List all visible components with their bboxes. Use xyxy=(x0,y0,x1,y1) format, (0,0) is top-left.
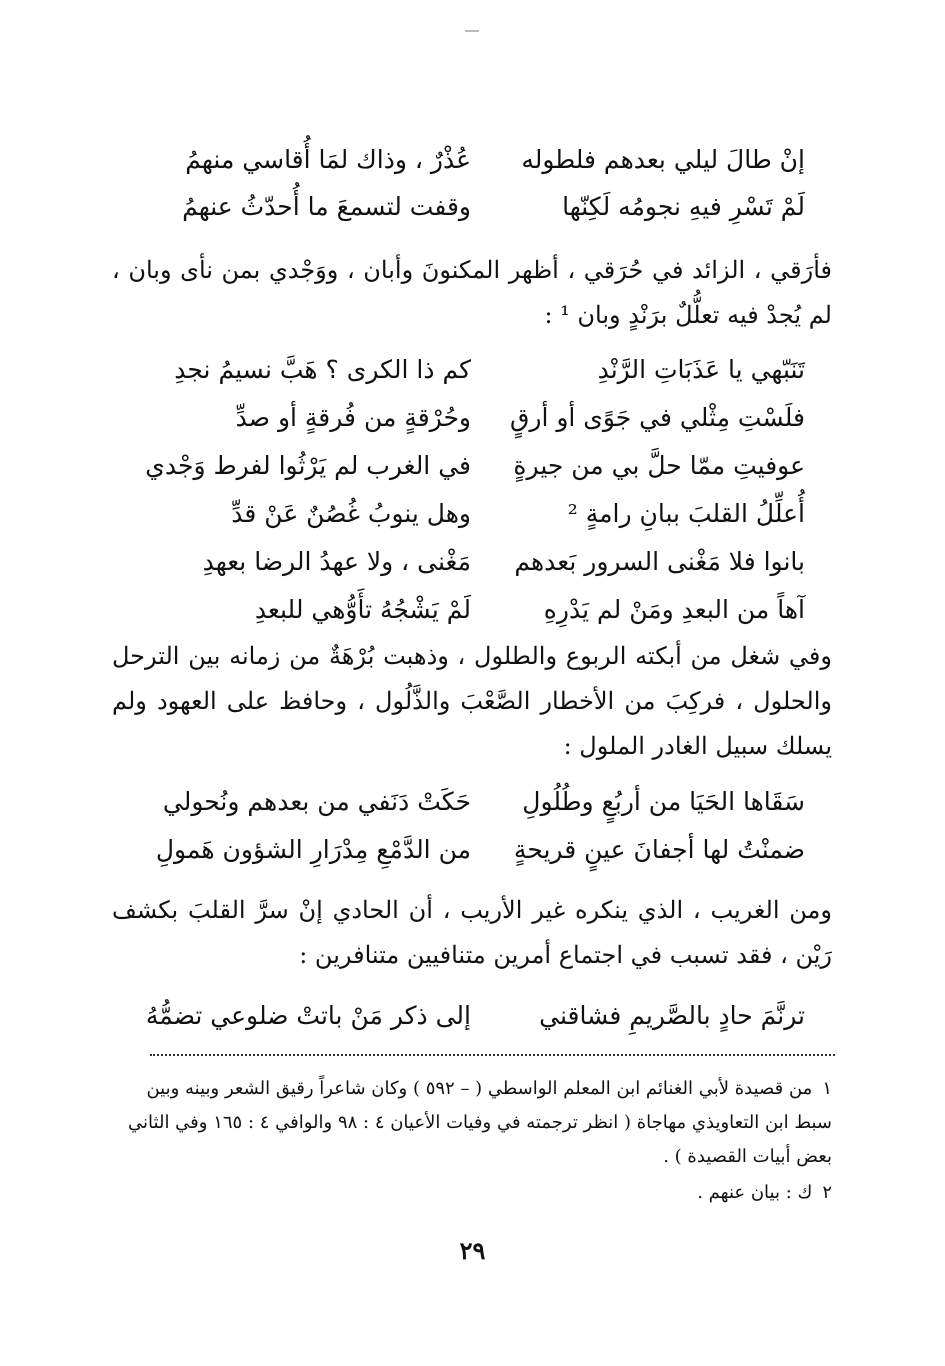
verse-line xyxy=(137,140,805,180)
verse-second-hemistich: حَكَتْ دَنَفي من بعدهم ونُحولي xyxy=(162,787,471,816)
verse-line xyxy=(137,446,805,486)
footnote xyxy=(112,1072,832,1174)
verse-first-hemistich: إنْ طالَ ليلي بعدهم فلطوله xyxy=(521,145,805,174)
verse-first-hemistich: لَمْ تَسْرِ فيهِ نجومُه لَكِنّها xyxy=(562,192,805,221)
verse-first-hemistich: بانوا فلا مَغْنى السرور بَعدهم xyxy=(514,547,805,576)
verse-first-hemistich: ترنَّمَ حادٍ بالصَّريمِ فشاقني xyxy=(539,1001,805,1030)
verse-first-hemistich: ضمنْتُ لها أجفانَ عينٍ قريحةٍ xyxy=(513,835,805,864)
verse-first-hemistich: أُعلِّلُ القلبَ ببانِ رامةٍ ² xyxy=(567,499,805,528)
verse-line xyxy=(137,542,805,582)
prose-paragraph: فأرَقي ، الزائد في حُرَقي ، أظهر المكنونَ وأبان ، ووَجْدي بمن نأى وبان ، لم يُجدْ فيه تعلُّلٌ برَنْدٍ وبان ¹ : xyxy=(112,256,832,329)
footnote-text: من قصيدة لأبي الغنائم ابن المعلم الواسطي ( – ٥٩٢ ) وكان شاعراً رقيق الشعر وبينه وبين سبط ابن التعاويذي مهاجاة ( انظر ترجمته في وفيات الأعيان ٤ : ٩٨ والوافي ٤ : ١٦٥ وفي الثاني بعض أبيات القصيدة ) . xyxy=(128,1078,832,1167)
footnote-number: ١ xyxy=(822,1078,832,1099)
verse-first-hemistich: سَقَاها الحَيَا من أربُعٍ وطُلُولِ xyxy=(522,787,805,816)
verse-first-hemistich: فلَسْتِ مِثْلي في جَوًى أو أرقٍ xyxy=(509,403,805,432)
footnote-number: ٢ xyxy=(822,1182,832,1203)
verse-second-hemistich: وحُرْقةٍ من فُرقةٍ أو صدِّ xyxy=(235,403,471,432)
verse-line xyxy=(137,187,805,227)
verse-second-hemistich: في الغرب لم يَرْثُوا لفرط وَجْدي xyxy=(145,451,471,480)
verse-second-hemistich: عُذْرٌ ، وذاك لمَا أُقاسي منهمُ xyxy=(185,145,471,174)
verse-second-hemistich: كم ذا الكرى ؟ هَبَّ نسيمُ نجدِ xyxy=(174,355,471,384)
verse-line xyxy=(137,996,805,1036)
verse-line xyxy=(137,494,805,534)
page-top-mark xyxy=(465,30,479,32)
verse-second-hemistich: من الدَّمْعِ مِدْرَارِ الشؤون هَمولِ xyxy=(155,835,471,864)
verse-second-hemistich: وهل ينوبُ غُصُنٌ عَنْ قدِّ xyxy=(231,499,471,528)
verse-second-hemistich: مَغْنى ، ولا عهدُ الرضا بعهدِ xyxy=(202,547,471,576)
verse-line xyxy=(137,830,805,870)
page-number: ٢٩ xyxy=(459,1236,486,1265)
verse-first-hemistich: آهاً من البعدِ ومَنْ لم يَدْرِهِ xyxy=(543,595,805,624)
prose-paragraph: وفي شغل من أبكته الربوع والطلول ، وذهبت بُرْهَةٌ من زمانه بين الترحل والحلول ، فركِبَ من الأخطار الصَّعْبَ والذَّلُول ، وحافظ على العهود ولم يسلك سبيل الغادر الملول : xyxy=(112,642,832,760)
footnote-text: ك : بيان عنهم . xyxy=(697,1182,813,1203)
verse-line xyxy=(137,350,805,390)
verse-second-hemistich: وقفت لتسمعَ ما أُحدّثُ عنهمُ xyxy=(182,192,471,221)
verse-second-hemistich: لَمْ يَشْجُهُ تأَوُّهي للبعدِ xyxy=(254,595,471,624)
verse-first-hemistich: تَنَبّهي يا عَذَبَاتِ الرَّنْدِ xyxy=(597,355,805,384)
prose-paragraph: ومن الغريب ، الذي ينكره غير الأريب ، أن الحادي إنْ سرَّ القلبَ بكشف رَيْن ، فقد تسبب في اجتماع أمرين متنافيين متنافرين : xyxy=(112,896,832,969)
verse-line xyxy=(137,590,805,630)
verse-first-hemistich: عوفيتِ ممّا حلَّ بي من جيرةٍ xyxy=(513,451,805,480)
footnote-separator xyxy=(150,1054,835,1056)
verse-line xyxy=(137,398,805,438)
verse-second-hemistich: إلى ذكر مَنْ باتتْ ضلوعي تضمُّهُ xyxy=(145,1001,471,1030)
verse-line xyxy=(137,782,805,822)
footnote xyxy=(112,1176,832,1210)
